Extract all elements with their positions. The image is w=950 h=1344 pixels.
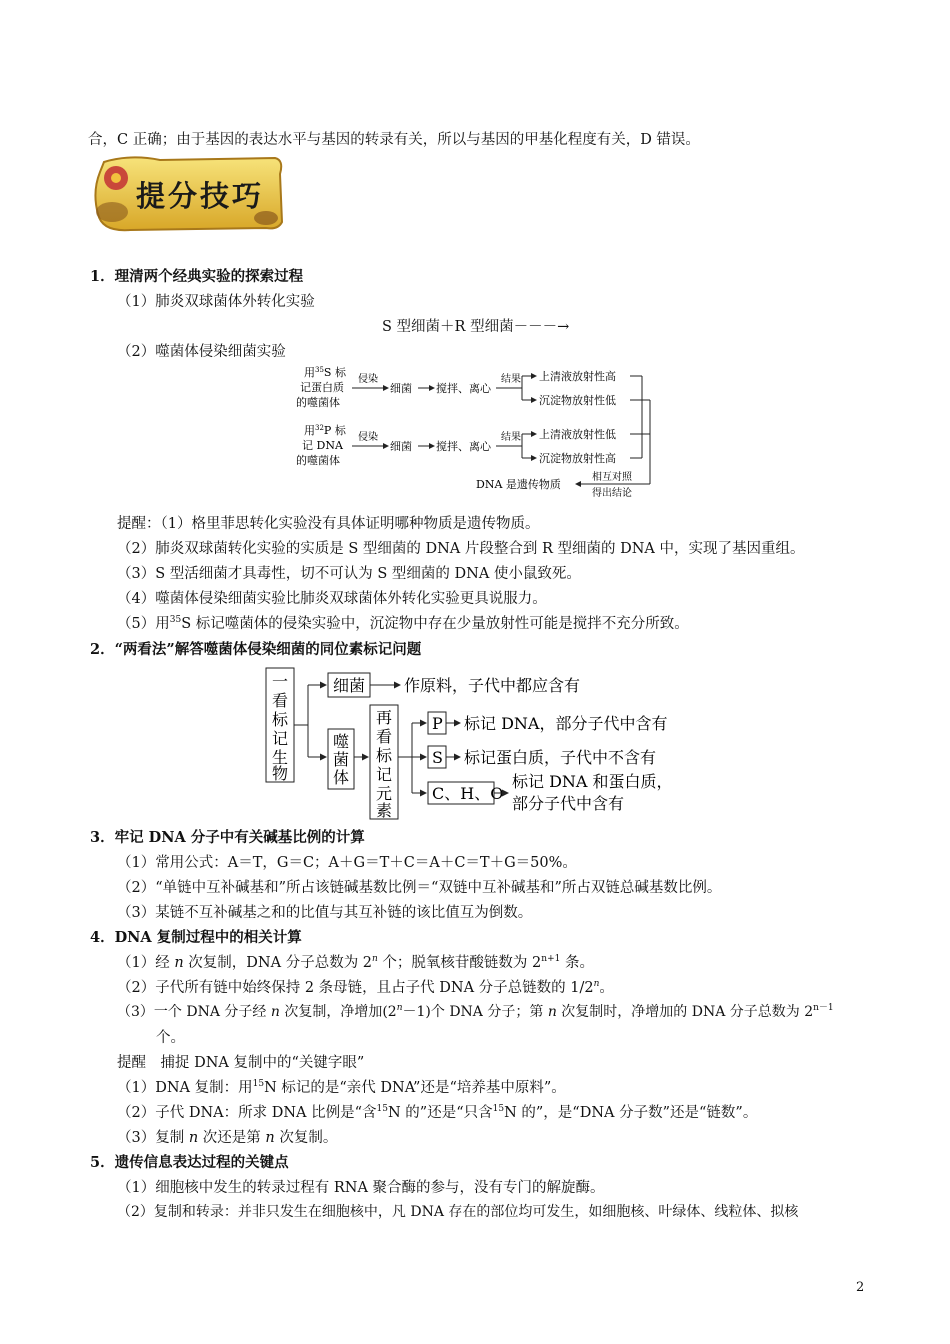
bacteria-a: 细菌 bbox=[390, 382, 412, 395]
second-look-3: 标 bbox=[376, 746, 393, 765]
first-look-2: 看 bbox=[272, 691, 289, 710]
two-look-diagram bbox=[262, 665, 692, 820]
s4-line-1: （1）经 n 次复制，DNA 分子总数为 2$^n$ 个；脱氧核苷酸链数为 $2^{n+1}$ 条。 bbox=[117, 954, 594, 971]
s-label: S bbox=[432, 748, 443, 767]
second-look-4: 记 bbox=[376, 765, 393, 784]
label-b-line1: 用$^{32}$P 标 bbox=[304, 424, 346, 437]
phage-2: 菌 bbox=[333, 750, 350, 769]
result-a-label: 结果 bbox=[501, 374, 521, 385]
tip-5: （5）用$^{35}$S 标记噬菌体的侵染实验中，沉淀物中存在少量放射性可能是搅拌不充分所致。 bbox=[117, 615, 689, 632]
tip-3: （3）S 型活细菌才具毒性，切不可认为 S 型细菌的 DNA 使小鼠致死。 bbox=[117, 566, 581, 582]
bacteria-label: 细菌 bbox=[333, 676, 366, 695]
cho-label: C、H、O bbox=[432, 784, 504, 803]
label-b-line3: 的噬菌体 bbox=[296, 454, 340, 467]
label-a-line1: 用$^{35}$S 标 bbox=[304, 366, 346, 379]
s3-line-3: （3）某链不互补碱基之和的比值与其互补链的该比值互为倒数。 bbox=[117, 905, 533, 921]
label-a-line2: 记蛋白质 bbox=[300, 381, 344, 394]
s4-tip-2: （2）子代 DNA：所求 DNA 比例是“含$^{15}$N 的”还是“只含$^{15}$N 的”，是“DNA 分子数”还是“链数”。 bbox=[117, 1104, 758, 1121]
cho-result-1: 标记 DNA 和蛋白质， bbox=[512, 772, 673, 791]
banner-graphic bbox=[90, 152, 286, 234]
page-number: 2 bbox=[856, 1280, 865, 1295]
section-5-heading: 5．遗传信息表达过程的关键点 bbox=[90, 1154, 289, 1171]
compare-label: 相互对照 bbox=[592, 472, 632, 483]
s5-line-2: （2）复制和转录：并非只发生在细胞核中，凡 DNA 存在的部位均可发生，如细胞核、叶绿体、线粒体、拟核 bbox=[117, 1204, 799, 1220]
first-look-5: 生 bbox=[272, 748, 289, 767]
phage-3: 体 bbox=[333, 768, 350, 787]
section-3-heading: 3．牢记 DNA 分子中有关碱基比例的计算 bbox=[90, 829, 365, 846]
s4-line-2: （2）子代所有链中始终保持 2 条母链，且占子代 DNA 分子总链数的 1/2$^n$。 bbox=[117, 979, 614, 996]
conclusion: DNA 是遗传物质 bbox=[476, 478, 561, 491]
s3-line-1: （1）常用公式：A＝T，G＝C；A＋G＝T＋C＝A＋C＝T＋G＝50%。 bbox=[117, 855, 577, 871]
section-1-heading: 1．理清两个经典实验的探索过程 bbox=[90, 268, 304, 285]
section-2-heading: 2．“两看法”解答噬菌体侵染细菌的同位素标记问题 bbox=[90, 641, 422, 658]
s4-line-3-cont: 个。 bbox=[156, 1030, 185, 1046]
b-bottom-result: 沉淀物放射性高 bbox=[539, 452, 616, 465]
s4-tip-1: （1）DNA 复制：用$^{15}$N 标记的是“亲代 DNA”还是“培养基中原料”。 bbox=[117, 1079, 566, 1096]
s4-line-3: （3）一个 DNA 分子经 n 次复制，净增加$(2^n-1)$个 DNA 分子；第 n 次复制时，净增加的 DNA 分子总数为 $2^{n-1}$ bbox=[117, 1003, 834, 1020]
bacteria-b: 细菌 bbox=[390, 440, 412, 453]
first-look-1: 一 bbox=[272, 672, 289, 691]
cho-result-2: 部分子代中含有 bbox=[512, 794, 625, 813]
first-look-6: 物 bbox=[272, 764, 289, 783]
tip-4: （4）噬菌体侵染细菌实验比肺炎双球菌体外转化实验更具说服力。 bbox=[117, 591, 547, 607]
tips-banner bbox=[90, 152, 286, 234]
infect-b-label: 侵染 bbox=[358, 432, 378, 443]
result-b-label: 结果 bbox=[501, 432, 521, 443]
stir-b: 搅拌、离心 bbox=[436, 440, 491, 453]
label-a-line3: 的噬菌体 bbox=[296, 396, 340, 409]
first-look-3: 标 bbox=[272, 710, 289, 729]
second-look-6: 素 bbox=[376, 801, 393, 820]
transformation-formula: S 型细菌＋R 型细菌－－－→ bbox=[382, 319, 570, 335]
stir-a: 搅拌、离心 bbox=[436, 382, 491, 395]
phage-1: 噬 bbox=[333, 732, 350, 751]
derive-label: 得出结论 bbox=[592, 488, 632, 499]
a-bottom-result: 沉淀物放射性低 bbox=[539, 394, 616, 407]
s-result: 标记蛋白质，子代中不含有 bbox=[464, 748, 657, 767]
s3-line-2: （2）“单链中互补碱基和”所占该链碱基数比例＝“双链中互补碱基和”所占双链总碱基数比例。 bbox=[117, 880, 722, 896]
s5-line-1: （1）细胞核中发生的转录过程有 RNA 聚合酶的参与，没有专门的解旋酶。 bbox=[117, 1180, 605, 1196]
tip-2: （2）肺炎双球菌转化实验的实质是 S 型细菌的 DNA 片段整合到 R 型细菌的 DNA 中，实现了基因重组。 bbox=[117, 541, 805, 557]
section-1-sub1: （1）肺炎双球菌体外转化实验 bbox=[117, 294, 315, 310]
tip-1: 提醒：（1）格里菲思转化实验没有具体证明哪种物质是遗传物质。 bbox=[117, 516, 540, 532]
continuation-line: 合，C 正确；由于基因的表达水平与基因的转录有关，所以与基因的甲基化程度有关，D 错误。 bbox=[88, 132, 700, 148]
phage-experiment-diagram bbox=[296, 360, 666, 500]
p-result: 标记 DNA，部分子代中含有 bbox=[464, 714, 668, 733]
second-look-1: 再 bbox=[376, 708, 393, 727]
infect-a-label: 侵染 bbox=[358, 374, 378, 385]
banner-title: 提分技巧 bbox=[136, 179, 265, 213]
p-label: P bbox=[432, 714, 443, 733]
first-look-4: 记 bbox=[272, 729, 289, 748]
second-look-5: 元 bbox=[376, 784, 393, 803]
b-top-result: 上清液放射性低 bbox=[539, 428, 616, 441]
section-1-sub2: （2）噬菌体侵染细菌实验 bbox=[117, 344, 286, 360]
label-b-line2: 记 DNA bbox=[302, 439, 343, 452]
s4-tip-3: （3）复制 n 次还是第 n 次复制。 bbox=[117, 1130, 338, 1146]
s4-tip: 提醒 捕捉 DNA 复制中的“关键字眼” bbox=[117, 1055, 365, 1071]
bacteria-result: 作原料，子代中都应含有 bbox=[404, 676, 581, 695]
section-4-heading: 4．DNA 复制过程中的相关计算 bbox=[90, 929, 302, 946]
second-look-2: 看 bbox=[376, 727, 393, 746]
a-top-result: 上清液放射性高 bbox=[539, 370, 616, 383]
